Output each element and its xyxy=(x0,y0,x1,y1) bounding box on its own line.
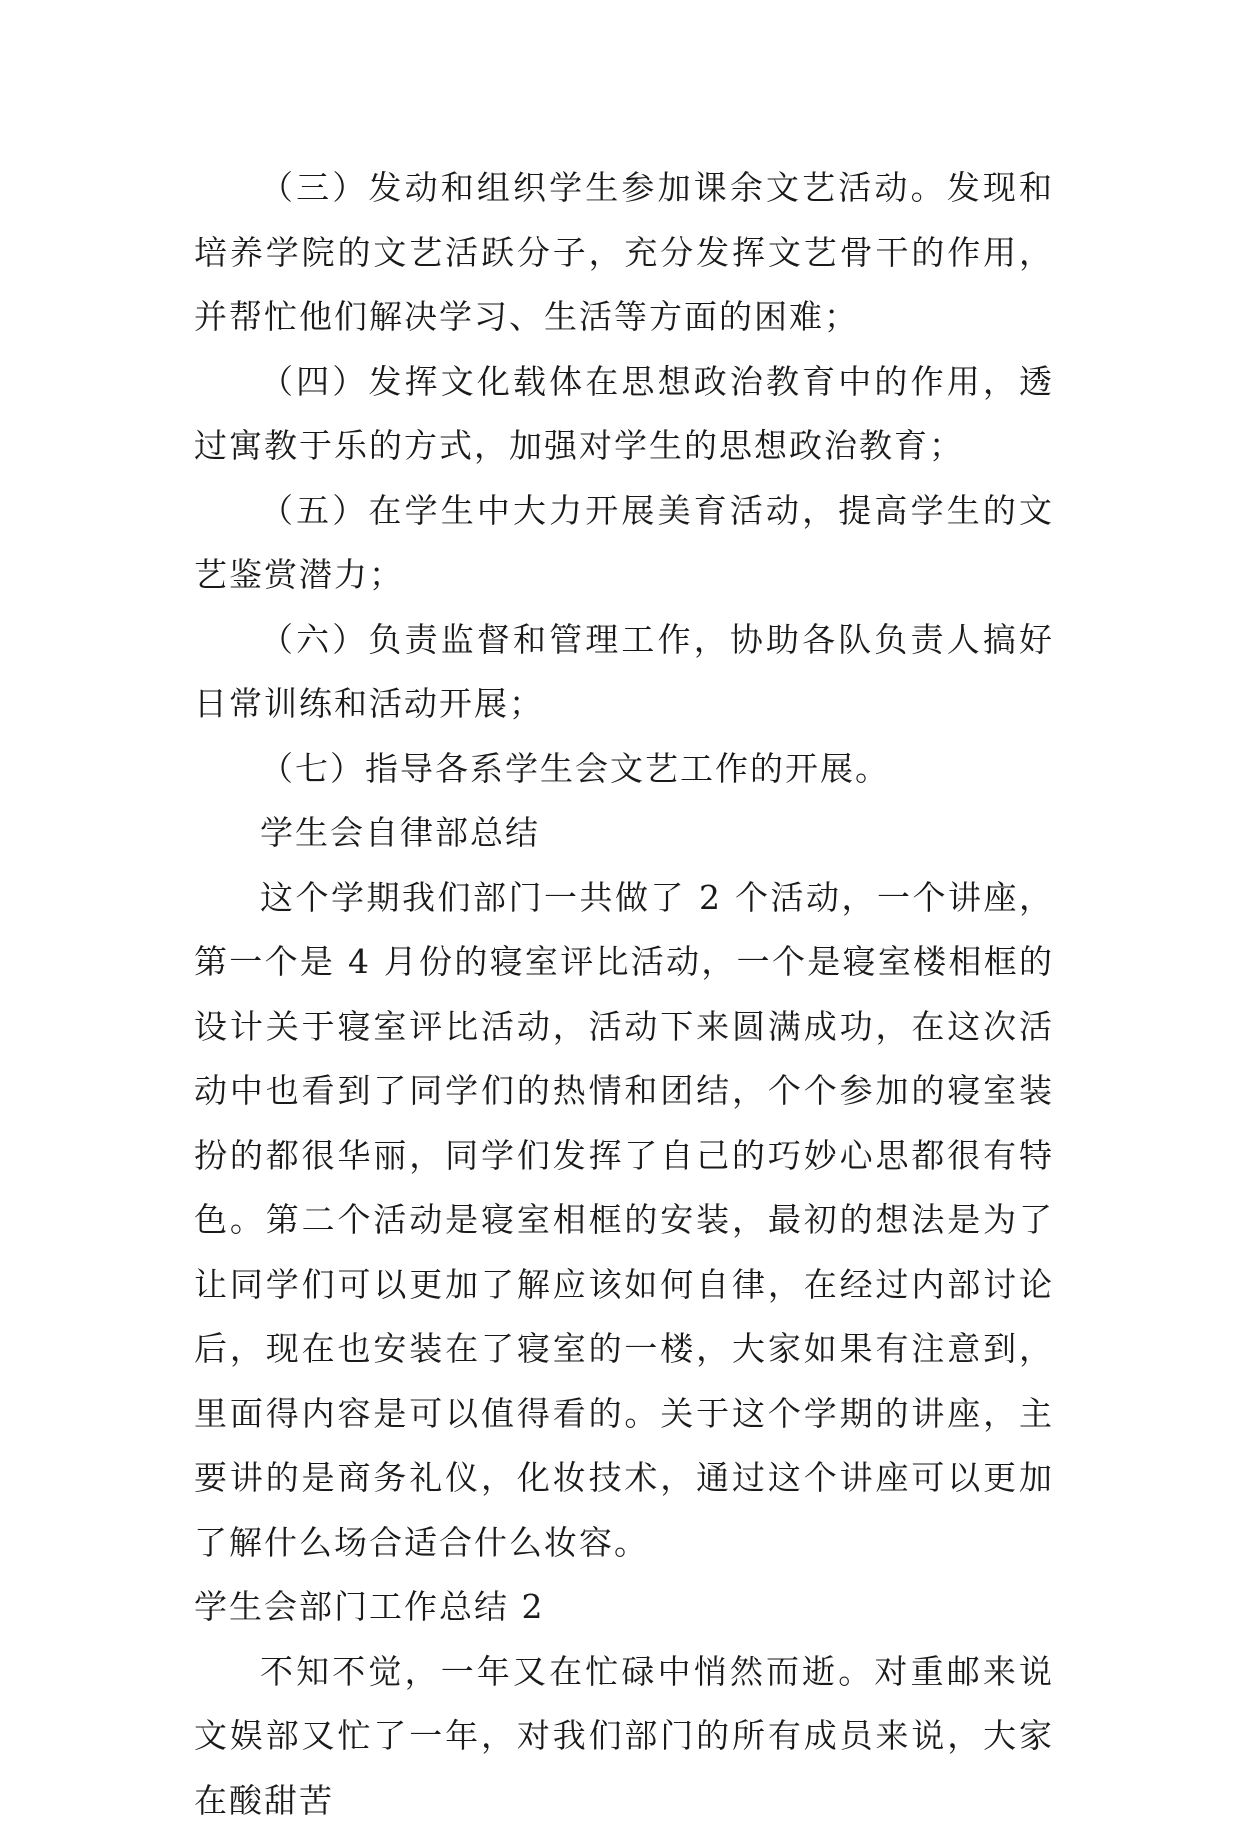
section-heading-summary-2: 学生会部门工作总结 2 xyxy=(194,1575,1054,1640)
paragraph-item-5: （五）在学生中大力开展美育活动，提高学生的文艺鉴赏潜力； xyxy=(194,479,1054,608)
discipline-summary-paragraph: 这个学期我们部门一共做了 2 个活动，一个讲座，第一个是 4 月份的寝室评比活动，一个是寝室楼相框的设计关于寝室评比活动，活动下来圆满成功，在这次活动中也看到了同学们的热情和团结，个个参加的寝室装扮的都很华丽，同学们发挥了自己的巧妙心思都很有特色。第二个活动是寝室相框的安装，最初的想法是为了让同学们可以更加了解应该如何自律，在经过内部讨论后，现在也安装在了寝室的一楼，大家如果有注意到，里面得内容是可以值得看的。关于这个学期的讲座，主要讲的是商务礼仪，化妆技术，通过这个讲座可以更加了解什么场合适合什么妆容。 xyxy=(194,866,1054,1576)
paragraph-item-6: （六）负责监督和管理工作，协助各队负责人搞好日常训练和活动开展； xyxy=(194,608,1054,737)
section-heading-discipline: 学生会自律部总结 xyxy=(194,801,1054,866)
document-body xyxy=(194,156,1054,1833)
paragraph-item-4: （四）发挥文化载体在思想政治教育中的作用，透过寓教于乐的方式，加强对学生的思想政治教育； xyxy=(194,350,1054,479)
paragraph-item-7: （七）指导各系学生会文艺工作的开展。 xyxy=(194,737,1054,802)
summary-2-paragraph: 不知不觉，一年又在忙碌中悄然而逝。对重邮来说文娱部又忙了一年，对我们部门的所有成员来说，大家在酸甜苦 xyxy=(194,1640,1054,1833)
paragraph-item-3: （三）发动和组织学生参加课余文艺活动。发现和培养学院的文艺活跃分子，充分发挥文艺骨干的作用，并帮忙他们解决学习、生活等方面的困难； xyxy=(194,156,1054,350)
